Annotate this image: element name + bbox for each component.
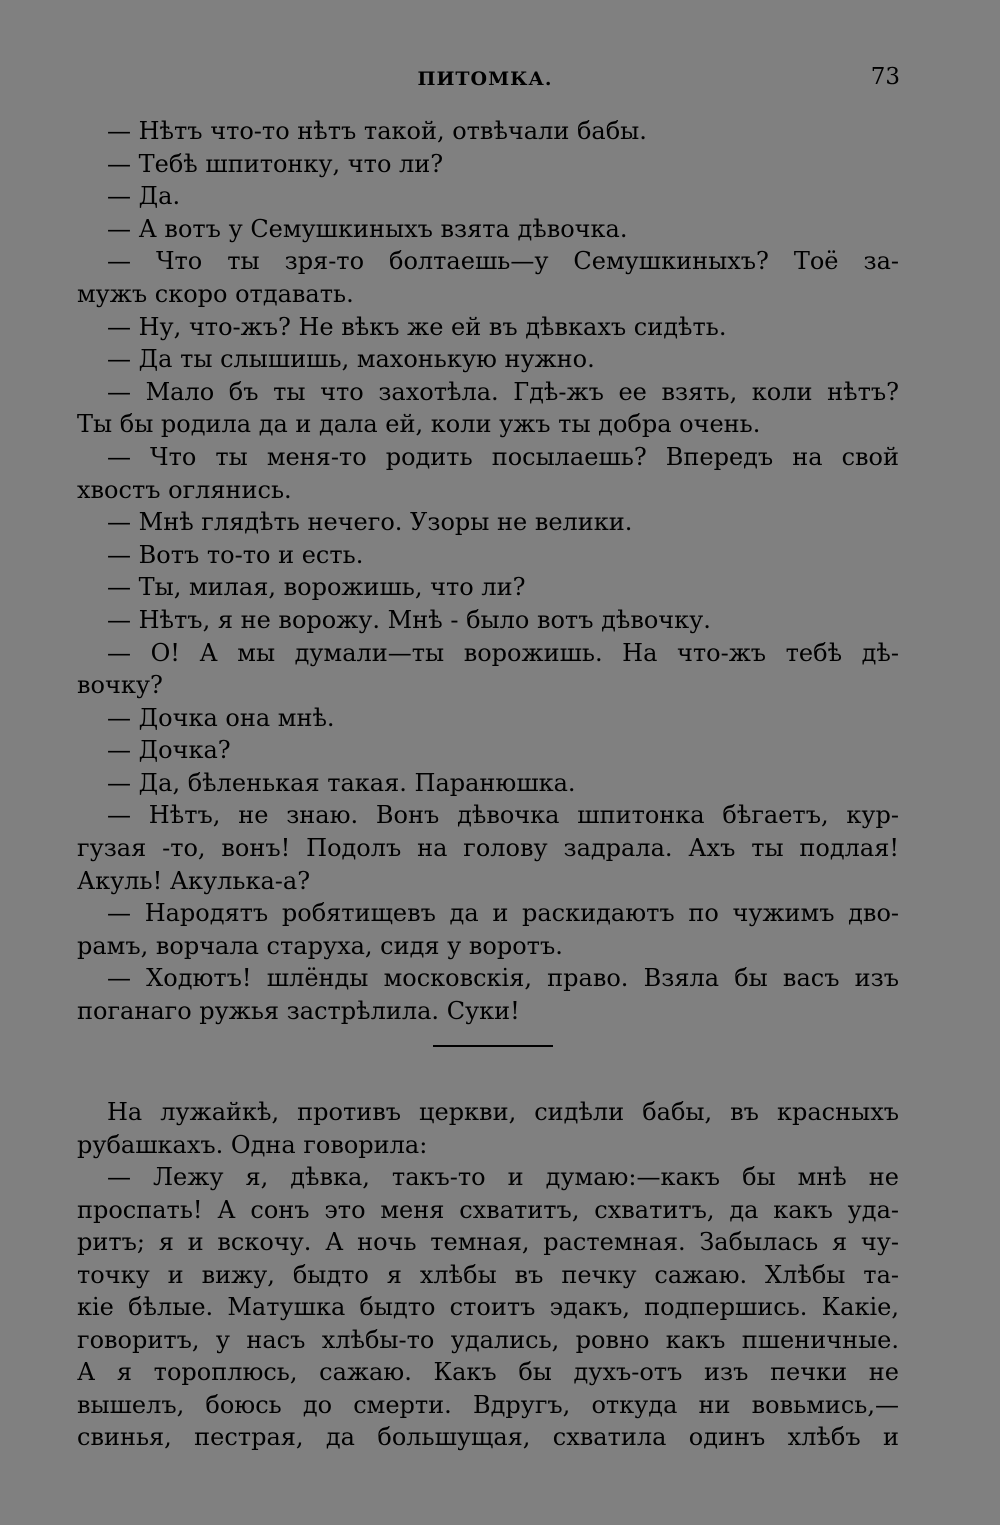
text-line: поганаго ружья застрѣлила. Суки! (77, 997, 520, 1026)
text-line: — Да, бѣленькая такая. Паранюшка. (107, 768, 576, 797)
text-line: — Мнѣ глядѣть нечего. Узоры не велики. (107, 508, 633, 537)
text-line: — Что ты меня-то родить посылаешь? Впередъ на свой (107, 442, 899, 471)
running-title: ПИТОМКА. (417, 68, 553, 90)
text-line: кіе бѣлые. Матушка быдто стоитъ эдакъ, подпершись. Какіе, (77, 1293, 899, 1321)
text-line: Акуль! Акулька-а? (77, 866, 311, 895)
dialogue-section (77, 115, 899, 1028)
text-line: хвостъ оглянись. (77, 475, 292, 504)
text-line: — О! А мы думали—ты ворожишь. На что-жъ тебѣ дѣ- (107, 638, 899, 667)
text-line: — Да ты слышишь, махонькую нужно. (107, 345, 595, 374)
section-separator (433, 1045, 553, 1047)
text-line: Ты бы родила да и дала ей, коли ужъ ты добра очень. (77, 410, 761, 439)
text-line: — Лежу я, дѣвка, такъ-то и думаю:—какъ бы мнѣ не (107, 1163, 899, 1191)
text-line: — Ну, что-жъ? Не вѣкъ же ей въ дѣвкахъ сидѣть. (107, 312, 727, 341)
text-line: — Нѣтъ что-то нѣтъ такой, отвѣчали бабы. (107, 117, 647, 145)
text-line: рубашкахъ. Одна говорила: (77, 1130, 428, 1159)
text-line: — Нѣтъ, я не ворожу. Мнѣ - было вотъ дѣвочку. (107, 605, 711, 634)
page-number: 73 (870, 64, 900, 90)
narrative-section (77, 1096, 899, 1454)
text-line: — Что ты зря-то болтаешь—у Семушкиныхъ? Тоё за- (107, 247, 899, 276)
text-line: — Дочка? (107, 736, 231, 765)
text-line: точку и вижу, быдто я хлѣбы въ печку сажаю. Хлѣбы та- (77, 1260, 899, 1289)
text-line: говоритъ, у насъ хлѣбы-то удались, ровно какъ пшеничные. (77, 1325, 899, 1354)
text-line: — А вотъ у Семушкиныхъ взята дѣвочка. (107, 214, 628, 243)
text-line: вышелъ, боюсь до смерти. Вдругъ, откуда ни вовьмись,— (77, 1390, 899, 1419)
text-line: свинья, пестрая, да большущая, схватила одинъ хлѣбъ и (77, 1423, 899, 1451)
text-line: — Дочка она мнѣ. (107, 703, 335, 732)
text-line: — Мало бъ ты что захотѣла. Гдѣ-жъ ее взять, коли нѣтъ? (107, 377, 899, 406)
text-line: — Ходютъ! шлёнды московскія, право. Взяла бы васъ изъ (107, 964, 899, 993)
text-line: — Вотъ то-то и есть. (107, 540, 364, 569)
text-line: — Да. (107, 182, 181, 211)
text-line: вочку? (77, 671, 163, 700)
text-line: ритъ; я и вскочу. А ночь темная, растемная. Забылась я чу- (77, 1228, 899, 1256)
text-line: На лужайкѣ, противъ церкви, сидѣли бабы, въ красныхъ (107, 1098, 899, 1126)
text-line: — Тебѣ шпитонку, что ли? (107, 149, 444, 178)
text-line: проспать! А сонъ это меня схватитъ, схватитъ, да какъ уда- (77, 1195, 899, 1224)
text-line: А я тороплюсь, сажаю. Какъ бы духъ-отъ изъ печки не (77, 1358, 899, 1386)
text-line: — Ты, милая, ворожишь, что ли? (107, 573, 526, 602)
text-line: — Нѣтъ, не знаю. Вонъ дѣвочка шпитонка бѣгаетъ, кур- (107, 801, 899, 830)
text-line: мужъ скоро отдавать. (77, 279, 354, 308)
text-line: — Народятъ робятищевъ да и раскидаютъ по чужимъ дво- (107, 899, 899, 928)
text-line: рамъ, ворчала старуха, сидя у воротъ. (77, 931, 563, 960)
text-line: гузая -то, вонъ! Подолъ на голову задрала. Ахъ ты подлая! (77, 834, 899, 863)
